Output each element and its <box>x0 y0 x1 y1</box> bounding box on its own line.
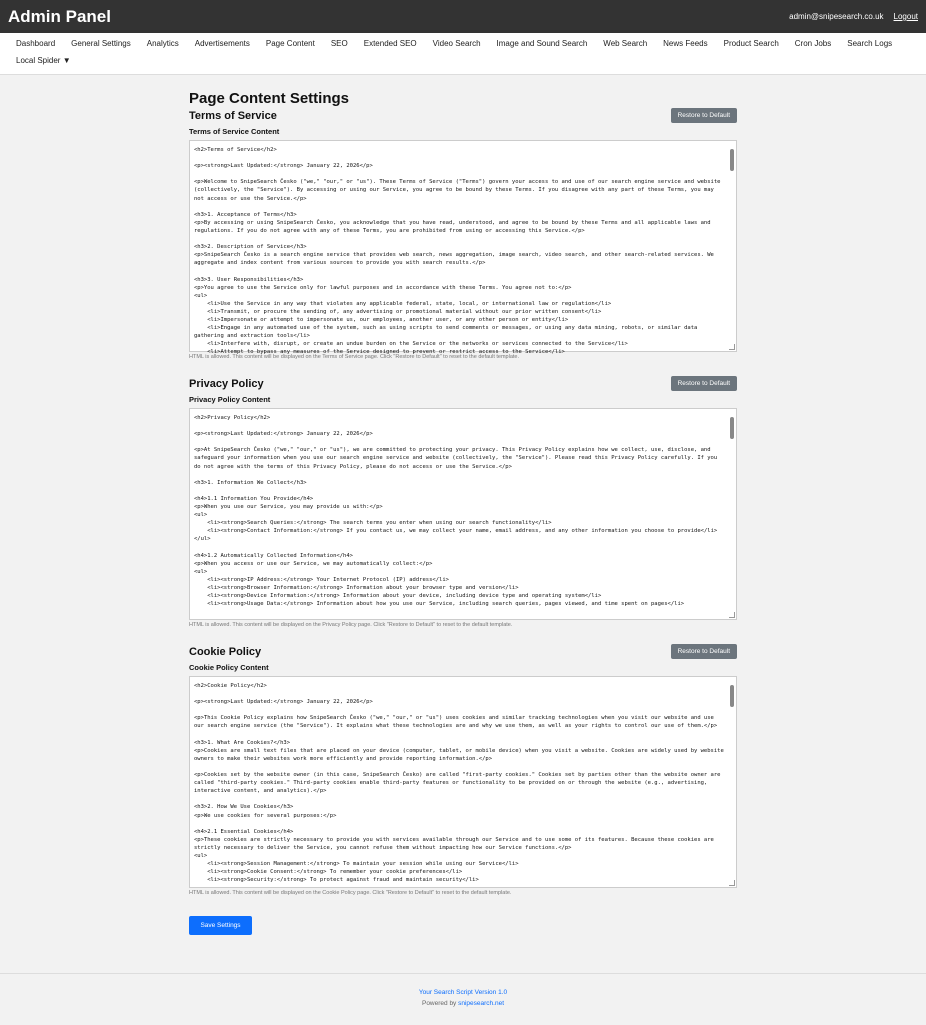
nav-item-cron-jobs[interactable]: Cron Jobs <box>794 39 832 48</box>
app-title: Admin Panel <box>8 6 111 26</box>
section-privacy <box>189 376 737 628</box>
section-title: Terms of Service <box>189 109 277 122</box>
resize-handle[interactable] <box>729 344 735 350</box>
restore-default-button[interactable]: Restore to Default <box>671 376 737 391</box>
help-text: HTML is allowed. This content will be displayed on the Cookie Policy page. Click "Restore to Default" to reset to the default template. <box>189 890 512 896</box>
nav-item-web-search[interactable]: Web Search <box>603 39 648 48</box>
nav-item-news-feeds[interactable]: News Feeds <box>663 39 708 48</box>
terms-content-textarea[interactable] <box>189 140 737 356</box>
user-box <box>789 12 918 21</box>
footer <box>0 973 926 1025</box>
main-content <box>189 90 737 896</box>
scrollbar-thumb[interactable] <box>730 417 734 439</box>
section-cookie <box>189 644 737 896</box>
nav-item-video-search[interactable]: Video Search <box>432 39 481 48</box>
scrollbar[interactable] <box>730 412 734 618</box>
scrollbar-thumb[interactable] <box>730 149 734 171</box>
user-email: admin@snipesearch.co.uk <box>789 12 884 21</box>
nav-item-search-logs[interactable]: Search Logs <box>847 39 893 48</box>
page-title: Page Content Settings <box>189 90 350 107</box>
nav-item-advertisements[interactable]: Advertisements <box>194 39 250 48</box>
scrollbar[interactable] <box>730 144 734 350</box>
scrollbar-thumb[interactable] <box>730 685 734 707</box>
help-text: HTML is allowed. This content will be displayed on the Privacy Policy page. Click "Restore to Default" to reset to the default template. <box>189 622 513 628</box>
resize-handle[interactable] <box>729 880 735 886</box>
field-label: Privacy Policy Content <box>189 395 271 404</box>
powered-by-text: Powered by <box>421 1000 459 1007</box>
textarea-text: <h2>Privacy Policy</h2> <p><strong>Last Updated:</strong> January 22, 2026</p> <p>At SnipeSearch Česko ("we," "our," or "us"), we are committed to protecting your privacy. This Privacy Policy explains how we collect, use, disclose, and safeguard your information when you use our search engine service and website (collectively, the "Service"). Please read this Privacy Policy carefully. If you do not agree with the terms of this Privacy Policy, please do not access or use the Service.</p> <h3>1. Information We Collect</h3> <h4>1.1 Information You Provide</h4> <p>When you use our Service, you may provide us with:</p> <ul> <li><strong>Search Queries:</strong> The search terms you enter when using our search functionality</li> <li><strong>Contact Information:</strong> If you contact us, we may collect your name, email address, and any other information you choose to provide</li> </ul> <h4>1.2 Automatically Collected Information</h4> <p>When you access or use our Service, we may automatically collect:</p> <ul> <li><strong>IP Address:</strong> Your Internet Protocol (IP) address</li> <li><strong>Browser Information:</strong> Information about your browser type and version</li> <li><strong>Device Information:</strong> Information about your device, including device type and operating system</li> <li><strong>Usage Data:</strong> Information about how you use our Service, including search queries, pages viewed, and time spent on pages</li> <box>194 415 718 608</box>
nav-item-dashboard[interactable]: Dashboard <box>16 39 56 48</box>
nav-item-product-search[interactable]: Product Search <box>723 39 779 48</box>
footer-powered <box>0 1000 926 1007</box>
nav-item-general-settings[interactable]: General Settings <box>71 39 131 48</box>
footer-version: Your Search Script Version 1.0 <box>418 989 508 996</box>
resize-handle[interactable] <box>729 612 735 618</box>
nav-item-local-spider[interactable]: Local Spider ▼ <box>16 56 71 65</box>
section-terms <box>189 108 737 360</box>
powered-by-link[interactable]: snipesearch.net <box>458 1000 505 1007</box>
main-nav <box>0 33 926 75</box>
top-bar <box>0 0 926 33</box>
restore-default-button[interactable]: Restore to Default <box>671 108 737 123</box>
help-text: HTML is allowed. This content will be displayed on the Terms of Service page. Click "Restore to Default" to reset to the default template. <box>189 354 519 360</box>
field-label: Terms of Service Content <box>189 127 280 136</box>
nav-item-page-content[interactable]: Page Content <box>265 39 315 48</box>
scrollbar[interactable] <box>730 680 734 886</box>
nav-item-extended-seo[interactable]: Extended SEO <box>363 39 417 48</box>
nav-item-seo[interactable]: SEO <box>330 39 348 48</box>
logout-link[interactable]: Logout <box>893 12 918 21</box>
save-settings-button[interactable]: Save Settings <box>189 916 252 935</box>
textarea-text: <h2>Cookie Policy</h2> <p><strong>Last Updated:</strong> January 22, 2026</p> <p>This Cookie Policy explains how SnipeSearch Česko ("we," "our," or "us") uses cookies and similar tracking technologies when you visit our website and use our search engine service (the "Service"). It explains what these technologies are and why we use them, as well as your rights to control our use of them.</p> <h3>1. What Are Cookies?</h3> <p>Cookies are small text files that are placed on your device (computer, tablet, or mobile device) when you visit a website. Cookies are widely used by website owners to make their websites work more efficiently and provide reporting information.</p> <p>Cookies set by the website owner (in this case, SnipeSearch Česko) are called "first-party cookies." Cookies set by parties other than the website owner are called "third-party cookies." Third-party cookies enable third-party features or functionality to be provided on or through the website (e.g., advertising, interactive content, and analytics).</p> <h3>2. How We Use Cookies</h3> <p>We use cookies for several purposes:</p> <h4>2.1 Essential Cookies</h4> <p>These cookies are strictly necessary to provide you with services available through our Service and to use some of its features. Because these cookies are strictly necessary to deliver the Service, you cannot refuse them without impacting how our Service functions.</p> <ul> <li><strong>Session Management:</strong> To maintain your session while using our Service</li> <li><strong>Cookie Consent:</strong> To remember your cookie preferences</li> <li><strong>Security:</strong> To protect against fraud and maintain security</li> <box>194 683 724 884</box>
section-title: Privacy Policy <box>189 377 264 390</box>
nav-item-analytics[interactable]: Analytics <box>146 39 179 48</box>
nav-item-image-sound-search[interactable]: Image and Sound Search <box>496 39 588 48</box>
restore-default-button[interactable]: Restore to Default <box>671 644 737 659</box>
cookie-content-textarea[interactable] <box>189 676 737 888</box>
textarea-text: <h2>Terms of Service</h2> <p><strong>Last Updated:</strong> January 22, 2026</p> <p>Welcome to SnipeSearch Česko ("we," "our," or "us"). These Terms of Service ("Terms") govern your access to and use of our search engine service and website (collectively, the "Service"). By accessing or using our Service, you agree to be bound by these Terms. If you disagree with any part of these Terms, you may not access or use the Service.</p> <h3>1. Acceptance of Terms</h3> <p>By accessing or using SnipeSearch Česko, you acknowledge that you have read, understood, and agree to be bound by these Terms and all applicable laws and regulations. If you do not agree with any of these Terms, you are prohibited from using or accessing this Service.</p> <h3>2. Description of Service</h3> <p>SnipeSearch Česko is a search engine service that provides web search, news aggregation, image search, video search, and other search-related services. We aggregate and index content from various sources to provide you with search results.</p> <h3>3. User Responsibilities</h3> <p>You agree to use the Service only for lawful purposes and in accordance with these Terms. You agree not to:</p> <ul> <li>Use the Service in any way that violates any applicable federal, state, local, or international law or regulation</li> <li>Transmit, or procure the sending of, any advertising or promotional material without our prior written consent</li> <li>Impersonate or attempt to impersonate us, our employees, another user, or any other person or entity</li> <li>Engage in any automated use of the system, such as using scripts to send comments or messages, or using any data mining, robots, or similar data gathering and extraction tools</li> <li>Interfere with, disrupt, or create an undue burden on the Service or the networks or services connected to the Service</li> <li>Attempt to bypass any measures of the Service designed to prevent or restrict access to the Service</li> <box>194 147 721 356</box>
section-title: Cookie Policy <box>189 645 262 658</box>
field-label: Cookie Policy Content <box>189 663 269 672</box>
privacy-content-textarea[interactable] <box>189 408 737 620</box>
